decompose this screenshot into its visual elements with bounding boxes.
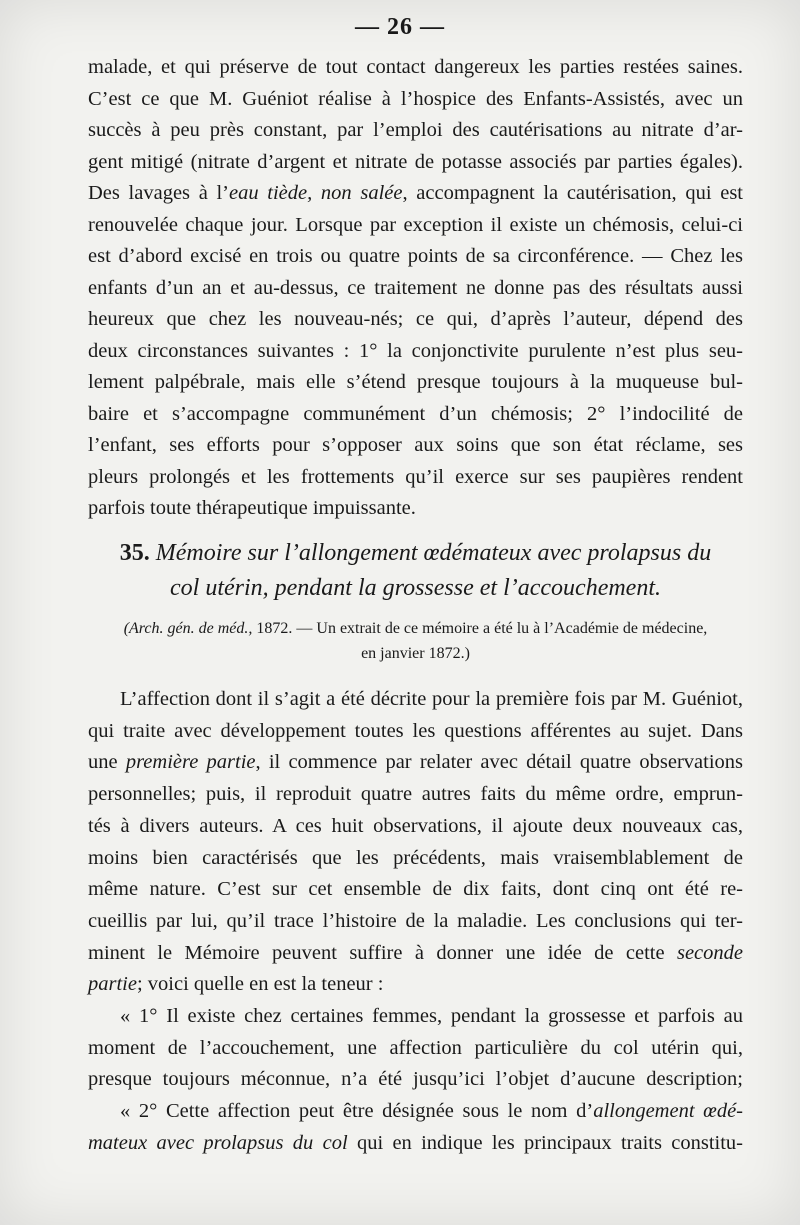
paragraph-1 xyxy=(88,52,743,525)
text-line: « 1° Il existe chez certaines femmes, pendant la grossesse et parfois au xyxy=(120,1005,743,1028)
text-line: renouvelée chaque jour. Lorsque par exception il existe un chémosis, celui-ci xyxy=(88,213,743,236)
text-line: qui traite avec développement toutes les questions afférentes au sujet. Dans xyxy=(88,719,743,742)
text-line: moins bien caractérisés que les précédents, mais vraisemblablement de xyxy=(88,846,743,869)
text-line: même nature. C’est sur cet ensemble de dix faits, dont cinq ont été re- xyxy=(88,878,743,901)
text-line: presque toujours méconnue, n’a été jusqu’ici l’objet d’aucune description; xyxy=(88,1068,743,1091)
text-line: l’enfant, ses efforts pour s’opposer aux soins que son état réclame, ses xyxy=(88,434,743,456)
text-line: C’est ce que M. Guéniot réalise à l’hospice des Enfants-Assistés, avec un xyxy=(88,87,743,110)
heading-line-2: col utérin, pendant la grossesse et l’accouchement. xyxy=(170,575,661,601)
section-number: 35. xyxy=(119,540,150,566)
text-line: baire et s’accompagne communément d’un chémosis; 2° l’indocilité de xyxy=(88,402,743,425)
italic-phrase: eau tiède, non salée xyxy=(229,182,403,204)
text-line: pleurs prolongés et les frottements qu’il exerce sur ses paupières rendent xyxy=(88,465,743,488)
page-number: — 26 — xyxy=(355,14,445,40)
text-line: lement palpébrale, mais elle s’étend presque toujours à la muqueuse bul- xyxy=(88,371,743,393)
text-line: Des lavages à l’eau tiède, non salée, accompagnent la cautérisation, qui est xyxy=(88,182,743,204)
text-line: partie; voici quelle en est la teneur : xyxy=(88,973,384,996)
citation-line-1: (Arch. gén. de méd., 1872. — Un extrait de ce mémoire a été lu à l’Académie de médecine, xyxy=(123,620,708,637)
text-line: mateux avec prolapsus du col qui en indique les principaux traits constitu- xyxy=(88,1131,743,1154)
text-line: malade, et qui préserve de tout contact dangereux les parties restées saines. xyxy=(88,56,743,78)
text-line: minent le Mémoire peuvent suffire à donner une idée de cette seconde xyxy=(88,941,743,964)
text-line: gent mitigé (nitrate d’argent et nitrate de potasse associés par parties égales). xyxy=(88,150,743,173)
section-heading xyxy=(88,536,743,606)
text-line: deux circonstances suivantes : 1° la conjonctivite purulente n’est plus seu- xyxy=(88,339,743,362)
text-line: personnelles; puis, il reproduit quatre autres faits du même ordre, emprun- xyxy=(88,783,743,806)
text-line: une première partie, il commence par relater avec détail quatre observations xyxy=(88,751,743,774)
source-citation xyxy=(88,616,743,666)
text-line: heureux que chez les nouveau-nés; ce qui, d’après l’auteur, dépend des xyxy=(88,308,743,330)
citation-line-2: en janvier 1872.) xyxy=(361,645,470,662)
journal-name: (Arch. gén. de méd., xyxy=(123,620,253,637)
text-line: tés à divers auteurs. A ces huit observations, il ajoute deux nouveaux cas, xyxy=(88,814,743,837)
text-line: est d’abord excisé en trois ou quatre points de sa circonférence. — Chez les xyxy=(88,245,743,267)
heading-line-1: 35. Mémoire sur l’allongement œdémateux avec prolapsus du xyxy=(119,540,712,566)
text-line: parfois toute thérapeutique impuissante. xyxy=(88,497,416,519)
text-line: « 2° Cette affection peut être désignée sous le nom d’allongement œdé- xyxy=(120,1100,743,1123)
paragraph-2 xyxy=(88,684,743,1160)
text-line: enfants d’un an et au-dessus, ce traitement ne donne pas des résultats aussi xyxy=(88,276,743,299)
text-line: moment de l’accouchement, une affection particulière du col utérin qui, xyxy=(88,1036,743,1059)
text-line: cueillis par lui, qu’il trace l’histoire de la maladie. Les conclusions qui ter- xyxy=(88,909,743,932)
text-line: succès à peu près constant, par l’emploi des cautérisations au nitrate d’ar- xyxy=(88,119,743,141)
text-line: L’affection dont il s’agit a été décrite pour la première fois par M. Guéniot, xyxy=(120,688,743,710)
